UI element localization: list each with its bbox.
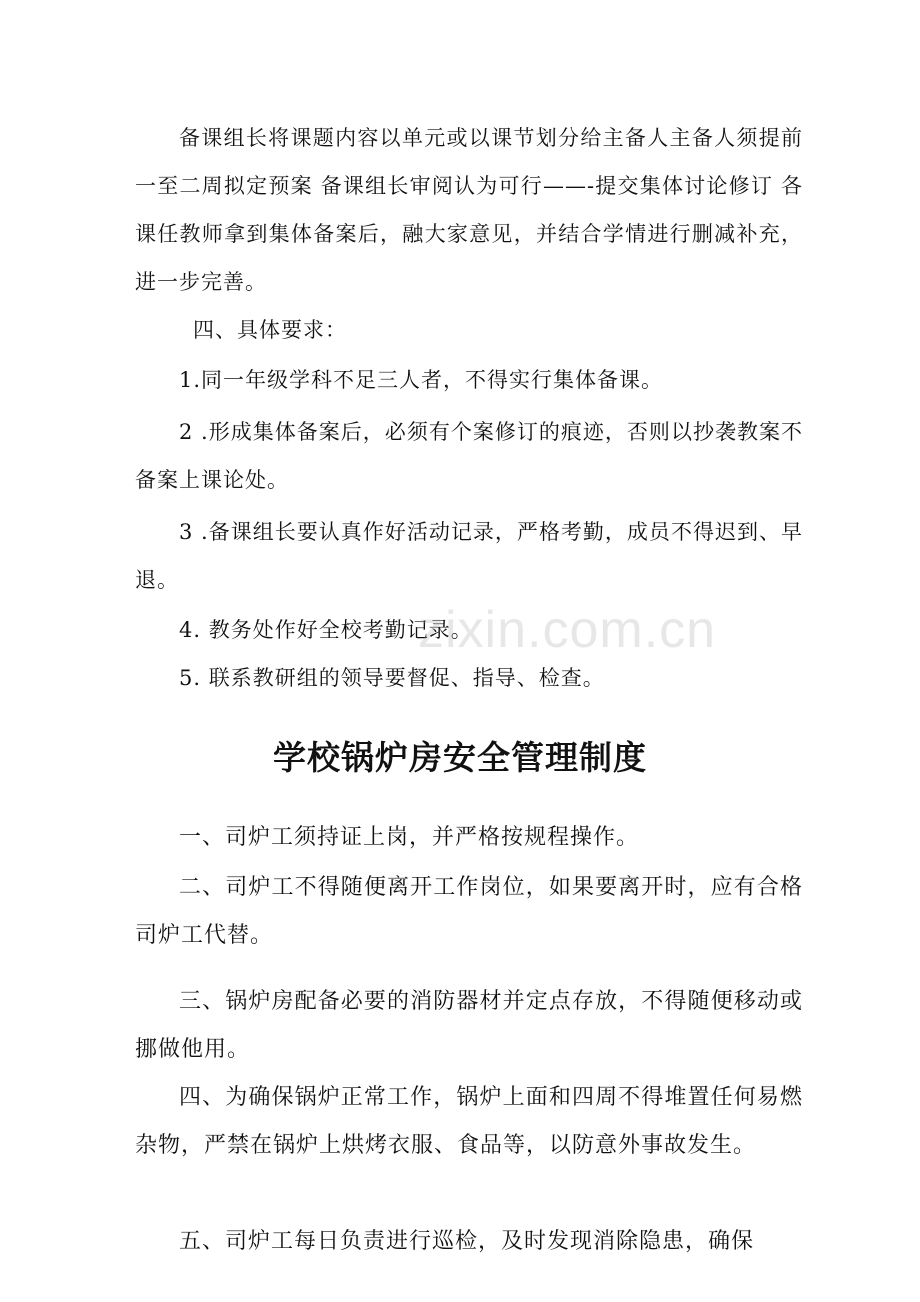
rule-item-3: 三、锅炉房配备必要的消防器材并定点存放，不得随便移动或挪做他用。	[135, 989, 803, 1062]
rule-item-5: 五、司炉工每日负责进行巡检，及时发现消除隐患，确保	[179, 1229, 755, 1254]
requirement-item-3: 3 .备课组长要认真作好活动记录，严格考勤，成员不得迟到、早退。	[135, 520, 803, 592]
rule-item-4: 四、为确保锅炉正常工作，锅炉上面和四周不得堆置任何易燃杂物，严禁在锅炉上烘烤衣服、食品等，以防意外事故发生。	[135, 1085, 803, 1158]
requirement-item-5: 5. 联系教研组的领导要督促、指导、检查。	[179, 666, 605, 690]
document-title: 学校锅炉房安全管理制度	[273, 738, 647, 777]
watermark-text: zixin.com.cn	[418, 601, 717, 659]
rule-item-1: 一、司炉工须持证上岗，并严格按规程操作。	[179, 825, 640, 850]
requirement-item-1: 1.同一年级学科不足三人者，不得实行集体备课。	[179, 368, 664, 392]
paragraph-lesson-prep-process: 备课组长将课题内容以单元或以课节划分给主备人主备人须提前一至二周拟定预案 备课组长审阅认为可行——-提交集体讨论修订 各课任教师拿到集体备案后，融大家意见，并结合学情进行删减补充，进一步完善。	[135, 126, 803, 294]
requirement-item-4: 4. 教务处作好全校考勤记录。	[179, 618, 473, 642]
rule-item-2: 二、司炉工不得随便离开工作岗位，如果要离开时，应有合格司炉工代替。	[135, 875, 803, 948]
section-heading-requirements: 四、具体要求：	[193, 318, 347, 342]
requirement-item-2: 2 .形成集体备案后，必须有个案修订的痕迹，否则以抄袭教案不备案上课论处。	[135, 420, 803, 492]
